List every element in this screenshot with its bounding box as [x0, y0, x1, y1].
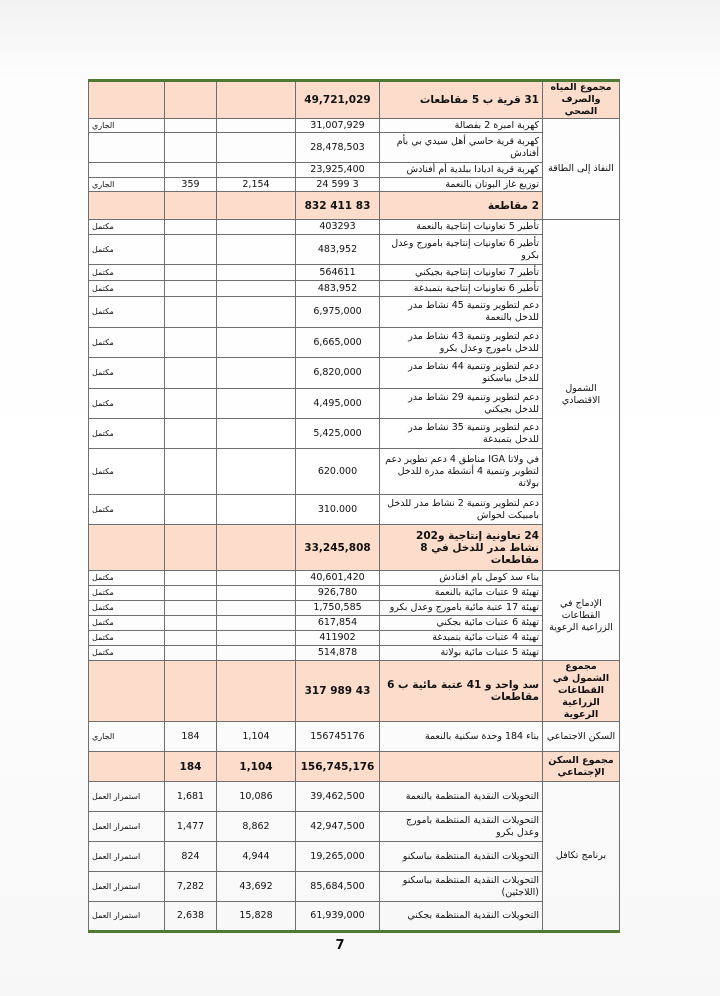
status-cell	[89, 81, 165, 119]
amount-cell: 156,745,176	[296, 752, 380, 782]
beneficiaries-cell	[217, 419, 296, 449]
category-cell: النفاذ إلى الطاقة	[543, 119, 620, 220]
count-cell	[165, 297, 217, 328]
amount-cell: 4,495,000	[296, 389, 380, 419]
status-cell: الجاري	[89, 722, 165, 752]
count-cell	[165, 495, 217, 525]
project-cell: في ولاتا IGA مناطق 4 دعم تطوير دعم لتطوير وتنمية 4 أنشطة مدرة للدخل بولاتة	[380, 449, 543, 495]
amount-cell: 42,947,500	[296, 812, 380, 842]
beneficiaries-cell	[217, 328, 296, 358]
category-cell: مجموع الشمول في القطاعات الزراعية الرعوية	[543, 661, 620, 722]
beneficiaries-cell	[217, 281, 296, 297]
count-cell	[165, 281, 217, 297]
table-row	[89, 119, 620, 133]
project-cell	[380, 752, 543, 782]
status-cell: استمرار العمل	[89, 872, 165, 902]
table-row	[89, 646, 620, 661]
count-cell	[165, 389, 217, 419]
beneficiaries-cell	[217, 265, 296, 281]
status-cell: استمرار العمل	[89, 902, 165, 932]
table-row	[89, 265, 620, 281]
amount-cell: 28,478,503	[296, 133, 380, 163]
amount-cell: 31,007,929	[296, 119, 380, 133]
project-cell: تأطير 7 تعاونيات إنتاجية بجيكني	[380, 265, 543, 281]
count-cell: 1,681	[165, 782, 217, 812]
amount-cell: 483,952	[296, 235, 380, 265]
summary-row	[89, 81, 620, 119]
table-row	[89, 389, 620, 419]
table-row	[89, 782, 620, 812]
status-cell	[89, 192, 165, 220]
beneficiaries-cell: 10,086	[217, 782, 296, 812]
beneficiaries-cell	[217, 586, 296, 601]
project-cell: كهربة قرية اديادا ببلدية أم أفنادش	[380, 163, 543, 178]
table-row	[89, 220, 620, 235]
table-row	[89, 722, 620, 752]
category-cell: مجموع السكن الإجتماعي	[543, 752, 620, 782]
project-cell: تأطير 5 تعاونيات إنتاجية بالنعمة	[380, 220, 543, 235]
amount-cell: 6,975,000	[296, 297, 380, 328]
beneficiaries-cell: 1,104	[217, 722, 296, 752]
beneficiaries-cell: 1,104	[217, 752, 296, 782]
beneficiaries-cell	[217, 571, 296, 586]
amount-cell: 40,601,420	[296, 571, 380, 586]
amount-cell: 5,425,000	[296, 419, 380, 449]
table-row	[89, 133, 620, 163]
amount-cell: 403293	[296, 220, 380, 235]
status-cell: استمرار العمل	[89, 812, 165, 842]
category-cell: الإدماج في القطاعات الزراعية الرعوية	[543, 571, 620, 661]
status-cell: الجاري	[89, 178, 165, 192]
status-cell: مكتمل	[89, 389, 165, 419]
count-cell	[165, 571, 217, 586]
status-cell: مكتمل	[89, 586, 165, 601]
table-row	[89, 631, 620, 646]
count-cell	[165, 601, 217, 616]
category-cell: مجموع المياه والصرف الصحي	[543, 81, 620, 119]
table-row	[89, 449, 620, 495]
amount-cell: 49,721,029	[296, 81, 380, 119]
table-row	[89, 495, 620, 525]
status-cell	[89, 133, 165, 163]
table-row	[89, 419, 620, 449]
count-cell: 359	[165, 178, 217, 192]
amount-cell: 926,780	[296, 586, 380, 601]
amount-cell: 6,820,000	[296, 358, 380, 389]
beneficiaries-cell: 4,944	[217, 842, 296, 872]
table-row	[89, 872, 620, 902]
project-cell: كهربة امبرة 2 بفصالة	[380, 119, 543, 133]
status-cell: مكتمل	[89, 616, 165, 631]
status-cell: مكتمل	[89, 281, 165, 297]
count-cell	[165, 220, 217, 235]
category-cell: السكن الاجتماعي	[543, 722, 620, 752]
summary-row	[89, 661, 620, 722]
table-row	[89, 297, 620, 328]
beneficiaries-cell	[217, 449, 296, 495]
project-cell: دعم لتطوير وتنمية 43 نشاط مدر للدخل بامورج وعدل بكرو	[380, 328, 543, 358]
count-cell	[165, 192, 217, 220]
beneficiaries-cell	[217, 220, 296, 235]
summary-row	[89, 192, 620, 220]
table-row	[89, 812, 620, 842]
table-row	[89, 571, 620, 586]
count-cell	[165, 358, 217, 389]
amount-cell: 620.000	[296, 449, 380, 495]
project-cell: تهيئة 9 عتبات مائية بالنعمة	[380, 586, 543, 601]
project-cell: تهيئة 5 عتبات مائية بولاتة	[380, 646, 543, 661]
amount-cell: 85,684,500	[296, 872, 380, 902]
count-cell	[165, 265, 217, 281]
beneficiaries-cell: 43,692	[217, 872, 296, 902]
table-row	[89, 163, 620, 178]
table-row	[89, 616, 620, 631]
count-cell	[165, 81, 217, 119]
status-cell: مكتمل	[89, 601, 165, 616]
project-cell: توزيع غاز البوتان بالنعمة	[380, 178, 543, 192]
table-row	[89, 358, 620, 389]
count-cell	[165, 449, 217, 495]
amount-cell: 1,750,585	[296, 601, 380, 616]
project-cell: تأطير 6 تعاونيات إنتاجية بامورج وعدل بكرو	[380, 235, 543, 265]
status-cell: مكتمل	[89, 646, 165, 661]
count-cell	[165, 328, 217, 358]
beneficiaries-cell	[217, 235, 296, 265]
beneficiaries-cell	[217, 133, 296, 163]
table-row	[89, 586, 620, 601]
status-cell	[89, 525, 165, 571]
table-row	[89, 601, 620, 616]
status-cell	[89, 661, 165, 722]
beneficiaries-cell	[217, 192, 296, 220]
beneficiaries-cell	[217, 631, 296, 646]
amount-cell: 39,462,500	[296, 782, 380, 812]
amount-cell: 19,265,000	[296, 842, 380, 872]
status-cell	[89, 752, 165, 782]
status-cell: مكتمل	[89, 419, 165, 449]
beneficiaries-cell	[217, 661, 296, 722]
amount-cell: 6,665,000	[296, 328, 380, 358]
amount-cell: 483,952	[296, 281, 380, 297]
status-cell: الجاري	[89, 119, 165, 133]
status-cell: مكتمل	[89, 328, 165, 358]
status-cell: استمرار العمل	[89, 782, 165, 812]
summary-row	[89, 525, 620, 571]
project-cell: دعم لتطوير وتنمية 35 نشاط مدر للدخل بتمبدغة	[380, 419, 543, 449]
table-row	[89, 178, 620, 192]
amount-cell: 617,854	[296, 616, 380, 631]
project-cell: تهيئة 6 عتبات مائية بجكني	[380, 616, 543, 631]
count-cell	[165, 586, 217, 601]
amount-cell: 156745176	[296, 722, 380, 752]
table-row	[89, 328, 620, 358]
table-row	[89, 902, 620, 932]
amount-cell: 61,939,000	[296, 902, 380, 932]
count-cell	[165, 235, 217, 265]
project-cell: تهيئة 4 عتبات مائية بتمبدغة	[380, 631, 543, 646]
beneficiaries-cell: 2,154	[217, 178, 296, 192]
count-cell: 1,477	[165, 812, 217, 842]
count-cell	[165, 525, 217, 571]
project-cell: التحويلات النقدية المنتظمة بباسكنو	[380, 842, 543, 872]
project-cell: التحويلات النقدية المنتظمة بباسكنو (اللاجئين)	[380, 872, 543, 902]
project-cell: دعم لتطوير وتنمية 2 نشاط مدر للدخل بامبيكت لحواش	[380, 495, 543, 525]
count-cell: 7,282	[165, 872, 217, 902]
project-cell: دعم لتطوير وتنمية 44 نشاط مدر للدخل بباسكنو	[380, 358, 543, 389]
beneficiaries-cell	[217, 495, 296, 525]
count-cell	[165, 661, 217, 722]
project-cell: تهيئة 17 عتبة مائية بامورج وعدل بكرو	[380, 601, 543, 616]
status-cell: مكتمل	[89, 220, 165, 235]
status-cell: مكتمل	[89, 358, 165, 389]
table-row	[89, 842, 620, 872]
project-cell: دعم لتطوير وتنمية 45 نشاط مدر للدخل بالنعمة	[380, 297, 543, 328]
project-cell: بناء 184 وحدة سكنية بالنعمة	[380, 722, 543, 752]
count-cell	[165, 631, 217, 646]
project-cell: 2 مقاطعة	[380, 192, 543, 220]
count-cell	[165, 119, 217, 133]
amount-cell: 23,925,400	[296, 163, 380, 178]
category-cell: الشمول الاقتصادي	[543, 220, 620, 571]
status-cell: مكتمل	[89, 495, 165, 525]
beneficiaries-cell	[217, 297, 296, 328]
beneficiaries-cell	[217, 81, 296, 119]
program-table	[88, 79, 620, 933]
beneficiaries-cell: 8,862	[217, 812, 296, 842]
count-cell	[165, 163, 217, 178]
beneficiaries-cell	[217, 389, 296, 419]
project-cell: دعم لتطوير وتنمية 29 نشاط مدر للدخل بجيكني	[380, 389, 543, 419]
amount-cell: 43 989 317	[296, 661, 380, 722]
beneficiaries-cell	[217, 646, 296, 661]
status-cell: مكتمل	[89, 297, 165, 328]
beneficiaries-cell	[217, 163, 296, 178]
beneficiaries-cell	[217, 601, 296, 616]
status-cell: مكتمل	[89, 235, 165, 265]
beneficiaries-cell	[217, 525, 296, 571]
project-cell: التحويلات النقدية المنتظمة بامورج وعدل بكرو	[380, 812, 543, 842]
beneficiaries-cell	[217, 616, 296, 631]
count-cell	[165, 646, 217, 661]
amount-cell: 564611	[296, 265, 380, 281]
table-row	[89, 281, 620, 297]
status-cell: مكتمل	[89, 631, 165, 646]
status-cell: مكتمل	[89, 265, 165, 281]
amount-cell: 310.000	[296, 495, 380, 525]
amount-cell: 33,245,808	[296, 525, 380, 571]
count-cell	[165, 419, 217, 449]
status-cell	[89, 163, 165, 178]
count-cell: 2,638	[165, 902, 217, 932]
project-cell: التحويلات النقدية المنتظمة بالنعمة	[380, 782, 543, 812]
status-cell: استمرار العمل	[89, 842, 165, 872]
amount-cell: 83 411 832	[296, 192, 380, 220]
page-number: 7	[335, 938, 345, 953]
status-cell: مكتمل	[89, 571, 165, 586]
count-cell: 184	[165, 752, 217, 782]
count-cell: 184	[165, 722, 217, 752]
count-cell	[165, 133, 217, 163]
project-cell: 31 قرية ب 5 مقاطعات	[380, 81, 543, 119]
count-cell: 824	[165, 842, 217, 872]
amount-cell: 411902	[296, 631, 380, 646]
project-cell: سد واحد و 41 عتبة مائية ب 6 مقاطعات	[380, 661, 543, 722]
status-cell: مكتمل	[89, 449, 165, 495]
project-cell: 24 تعاونية إنتاجية و202 نشاط مدر للدخل في 8 مقاطعات	[380, 525, 543, 571]
summary-row	[89, 752, 620, 782]
table-row	[89, 235, 620, 265]
beneficiaries-cell: 15,828	[217, 902, 296, 932]
beneficiaries-cell	[217, 119, 296, 133]
project-cell: بناء سد كومل بام افنادش	[380, 571, 543, 586]
category-cell: برنامج تكافل	[543, 782, 620, 932]
amount-cell: 514,878	[296, 646, 380, 661]
beneficiaries-cell	[217, 358, 296, 389]
project-cell: كهربة قرية حاسي أهل سيدي بي بأم أفنادش	[380, 133, 543, 163]
project-cell: التحويلات النقدية المنتظمة بجكني	[380, 902, 543, 932]
amount-cell: 3 599 24	[296, 178, 380, 192]
count-cell	[165, 616, 217, 631]
table-body	[89, 81, 620, 932]
project-cell: تأطير 6 تعاونيات إنتاجية بتمبدغة	[380, 281, 543, 297]
